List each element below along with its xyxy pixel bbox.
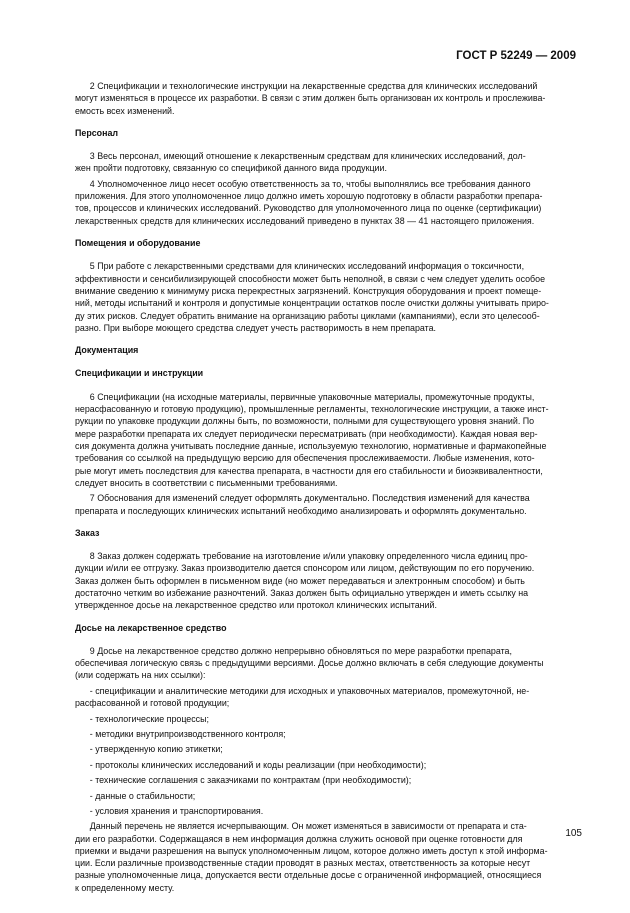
paragraph: 5 При работе с лекарственными средствами для клинических исследований информация о токсичности, эффективности и сенсибилизирующей способности может быть неполной, в связи с чем следует уделить особое внимание сведению к минимуму риска перекрестных загрязнений. Конструкция оборудования и проект помеще- ний, методы испытаний и контроля и допустимые концентрации остатков после очистки должны учитывать приро- ду этих рисков. Следует обратить внимание на организацию работы циклами (кампаниями), если это целесооб- разно. При выборе моющего средства следует учесть растворимость в нем препарата. bbox=[75, 261, 549, 333]
list-item: - данные о стабильности; bbox=[75, 790, 196, 801]
list-item: - технологические процессы; bbox=[75, 713, 209, 724]
document-body bbox=[75, 80, 585, 897]
paragraph: 7 Обоснования для изменений следует оформлять документально. Последствия изменений для качества препарата и последующих клинических испытаний необходимо анализировать и оформлять документально. bbox=[75, 493, 530, 516]
document-code-header: ГОСТ Р 52249 — 2009 bbox=[456, 50, 576, 62]
list-item: - протоколы клинических исследований и коды реализации (при необходимости); bbox=[75, 759, 427, 770]
paragraph: 2 Спецификации и технологические инструкции на лекарственные средства для клинических исследований могут изменяться в процессе их разработки. В связи с этим должен быть организован их контроль и прослежива- емость всех изменений. bbox=[75, 81, 546, 116]
page-number: 105 bbox=[565, 828, 582, 839]
paragraph: 6 Спецификации (на исходные материалы, первичные упаковочные материалы, промежуточные продукты, нерасфасованную и готовую продукцию), промышленные регламенты, технологические инструкции, а также инст- рукции по упаковке продукции должны быть, по возможности, полными для существующего уровня знаний. По мере разработки препарата их следует периодически пересматривать (при необходимости). Каждая новая вер- сия документа должна учитывать последние данные, используемую технологию, нормативные и фармакопейные требования со ссылкой на предыдущую версию для обеспечения прослеживаемости. Любые изменения, кото- рые могут иметь последствия для качества препарата, в частности для его стабильности и биоэквивалентности, следует вносить в соответствии с письменными требованиями. bbox=[75, 391, 549, 488]
list-item: - технические соглашения с заказчиками по контрактам (при необходимости); bbox=[75, 775, 412, 786]
paragraph: 8 Заказ должен содержать требование на изготовление и/или упаковку определенного числа единиц про- дукции и/или ее отгрузку. Заказ производителю дается спонсором или лицом, действующим по его поручению. Заказ должен быть оформлен в письменном виде (но может передаваться и электронным способом) и быть достаточно четким во избежание разночтений. Заказ должен быть официально утвержден и иметь ссылку на утвержденное досье на лекарственное средство или протокол клинических испытаний. bbox=[75, 551, 535, 611]
section-heading: Документация bbox=[75, 345, 139, 356]
list-item: - спецификации и аналитические методики для исходных и упаковочных материалов, промежуточной, не- расфасованной и готовой продукции; bbox=[75, 685, 530, 709]
section-heading: Спецификации и инструкции bbox=[75, 368, 204, 379]
paragraph: 9 Досье на лекарственное средство должно непрерывно обновляться по мере разработки препарата, обеспечивая логическую связь с предыдущими версиями. Досье должно включать в себя следующие документы (или содержать на них ссылки): bbox=[75, 645, 544, 681]
section-heading: Персонал bbox=[75, 127, 119, 138]
list-item: - методики внутрипроизводственного контроля; bbox=[75, 728, 286, 739]
section-heading: Помещения и оборудование bbox=[75, 238, 201, 249]
section-heading: Заказ bbox=[75, 527, 100, 538]
section-heading: Досье на лекарственное средство bbox=[75, 622, 227, 633]
paragraph: Данный перечень не является исчерпывающим. Он может изменяться в зависимости от препарата и ста- дии его разработки. Содержащаяся в нем информация должна служить основой при оценке готовности для приемки и выдачи разрешения на выпуск уполномоченным лицом, которое должно иметь доступ к этой информа- ции. Если различные производственные стадии проводят в разных местах, ответственность за которые несут разные уполномоченные лица, допускается вести отдельные досье с ограниченной информацией, относящиеся к определенному месту. bbox=[75, 821, 548, 893]
paragraph: 4 Уполномоченное лицо несет особую ответственность за то, чтобы выполнялись все требования данного приложения. Для этого уполномоченное лицо должно иметь хорошую подготовку в области разработки препара- тов, процессов и клинических исследований. Руководство для уполномоченного лица по оценке (сертификации) лекарственных средств для клинических исследований приведено в пунктах 38 — 41 настоящего приложения. bbox=[75, 178, 543, 226]
paragraph: 3 Весь персонал, имеющий отношение к лекарственным средствам для клинических исследований, дол- жен пройти подготовку, связанную со спецификой данного вида продукции. bbox=[75, 151, 526, 174]
list-item: - условия хранения и транспортирования. bbox=[75, 805, 264, 816]
list-item: - утвержденную копию этикетки; bbox=[75, 744, 223, 755]
